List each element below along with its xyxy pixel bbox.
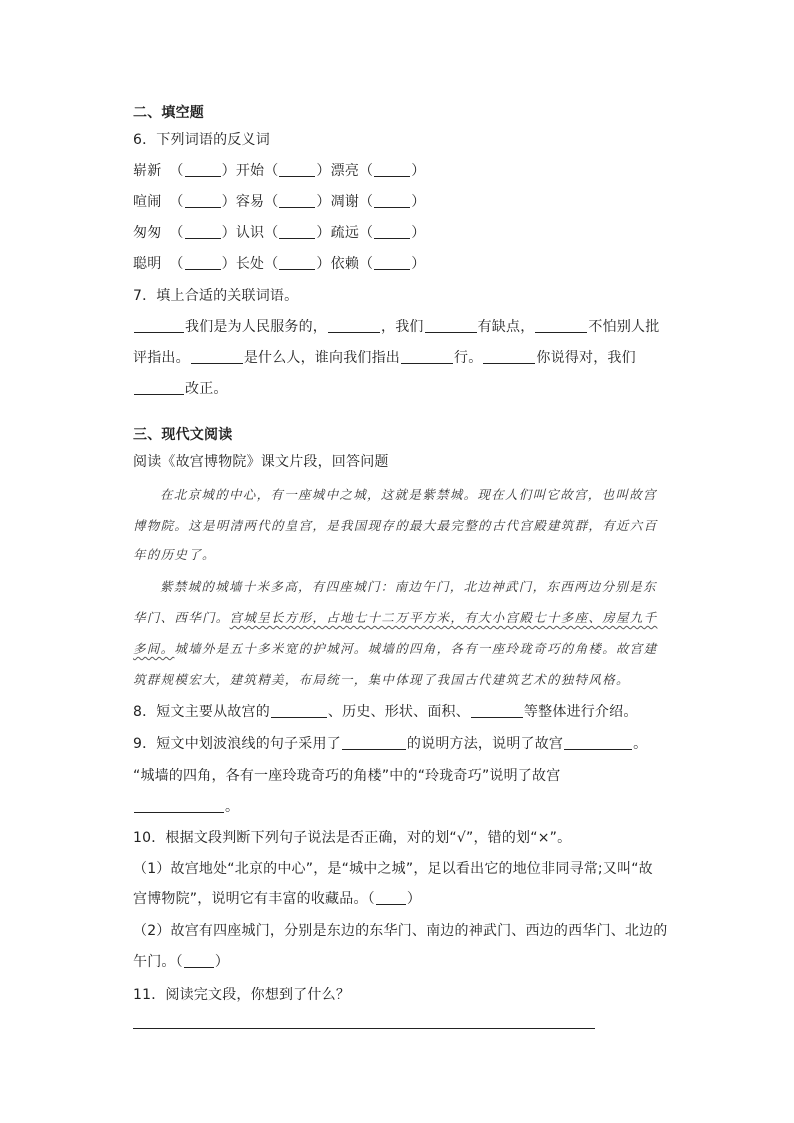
q6-answer[interactable] [264, 163, 330, 179]
q8-blank-2[interactable] [471, 703, 523, 718]
paren-close: ） [411, 225, 426, 241]
paren-close: ） [221, 225, 236, 241]
q7-text: 不怕别人批 [588, 319, 660, 335]
q9-blank-1[interactable] [342, 735, 406, 750]
q11-stem: 11．阅读完文段，你想到了什么？ [133, 987, 351, 1003]
q6-row [133, 254, 425, 274]
q6-word: 漂亮 [330, 163, 360, 179]
q7-text: 是什么人，谁向我们指出 [243, 350, 401, 366]
q8-text: 8．短文主要从故宫的 [133, 704, 270, 720]
passage-line [133, 639, 657, 659]
q7-line-3 [133, 379, 228, 399]
q10-s2-answer[interactable] [176, 954, 229, 970]
q6-row [133, 223, 425, 243]
q6-answer[interactable] [169, 194, 235, 210]
paren-open: （ [359, 194, 374, 210]
q10-blank-2[interactable] [184, 953, 214, 968]
q7-blank-4[interactable] [535, 318, 587, 333]
q7-text: 你说得对，我们 [536, 350, 636, 366]
q6-stem: 6．下列词语的反义词 [133, 132, 270, 148]
q8-text: 等整体进行介绍。 [523, 704, 638, 720]
q6-blank[interactable] [185, 162, 221, 177]
q7-blank-6[interactable] [401, 349, 453, 364]
q6-blank[interactable] [374, 193, 410, 208]
passage-text: 华门、西华门。 [133, 610, 230, 625]
q9-blank-3[interactable] [134, 798, 224, 813]
paren-open: （ [367, 891, 375, 907]
q9-text: 。 [225, 799, 240, 815]
q10-text: 午门。 [133, 954, 176, 970]
q10-s2-line-1: （2）故宫有四座城门，分别是东边的东华门、南边的神武门、西边的西华门、北边的 [133, 923, 668, 939]
q7-blank-5[interactable] [191, 349, 243, 364]
q6-answer[interactable] [264, 194, 330, 210]
q6-word: 崭新 [133, 163, 162, 179]
q6-blank[interactable] [374, 255, 410, 270]
paren-close: ） [316, 225, 331, 241]
q9-text: 9．短文中划波浪线的句子采用了 [133, 736, 341, 752]
reading-intro: 阅读《故宫博物院》课文片段，回答问题 [133, 454, 389, 470]
q10-s1-line-2 [133, 889, 421, 909]
q9-line-2: “城墙的四角，各有一座玲珑奇巧的角楼”中的“玲珑奇巧”说明了故宫 [133, 768, 561, 784]
q7-line-1 [133, 317, 659, 337]
paren-open: （ [264, 225, 279, 241]
passage-text: 城墙外是五十多米宽的护城河。城墙的四角，各有一座玲珑奇巧的角楼。故宫建 [174, 641, 658, 656]
q7-text: 行。 [454, 350, 483, 366]
paren-open: （ [169, 225, 184, 241]
q9-line-1 [133, 734, 647, 754]
passage-line: 年的历史了。 [133, 547, 216, 562]
q6-blank[interactable] [185, 224, 221, 239]
q6-blank[interactable] [185, 193, 221, 208]
paren-open: （ [169, 163, 184, 179]
q6-answer[interactable] [359, 194, 425, 210]
q9-line-3 [133, 797, 239, 817]
paren-close: ） [316, 256, 331, 272]
passage-line: 在北京城的中心，有一座城中之城，这就是紫禁城。现在人们叫它故宫，也叫故宫 [160, 487, 657, 502]
q7-text: ，我们 [381, 319, 424, 335]
q6-word: 认识 [235, 225, 265, 241]
passage-line: 筑群规模宏大，建筑精美，布局统一，集中体现了我国古代建筑艺术的独特风格。 [133, 672, 630, 687]
q10-s1-answer[interactable] [368, 891, 421, 907]
q6-answer[interactable] [359, 256, 425, 272]
paren-close: ） [411, 163, 426, 179]
section-3-title: 三、现代文阅读 [133, 427, 233, 443]
q6-answer[interactable] [169, 163, 235, 179]
paren-close: ） [316, 163, 331, 179]
q7-blank-1[interactable] [134, 318, 184, 333]
q6-row [133, 161, 425, 181]
q10-s2-line-2 [133, 952, 229, 972]
q6-answer[interactable] [264, 225, 330, 241]
paren-open: （ [169, 194, 184, 210]
q6-word: 开始 [235, 163, 265, 179]
q9-text: 。 [633, 736, 648, 752]
q7-blank-2[interactable] [328, 318, 380, 333]
q8 [133, 702, 638, 722]
paren-close: ） [221, 194, 236, 210]
q10-blank-1[interactable] [376, 890, 406, 905]
q7-stem: 7．填上合适的关联词语。 [133, 288, 299, 304]
q6-blank[interactable] [279, 162, 315, 177]
q6-blank[interactable] [279, 255, 315, 270]
q7-text: 改正。 [185, 381, 228, 397]
q6-answer[interactable] [169, 225, 235, 241]
q9-text: 的说明方法，说明了故宫 [406, 736, 564, 752]
q6-answer[interactable] [359, 163, 425, 179]
q6-answer[interactable] [359, 225, 425, 241]
q6-blank[interactable] [279, 193, 315, 208]
q6-answer[interactable] [264, 256, 330, 272]
q6-blank[interactable] [374, 162, 410, 177]
q7-blank-3[interactable] [425, 318, 477, 333]
q6-word: 喧闹 [133, 194, 162, 210]
q6-blank[interactable] [185, 255, 221, 270]
q6-blank[interactable] [374, 224, 410, 239]
wavy-underlined-sentence: 多间。 [133, 641, 175, 656]
q6-word: 依赖 [330, 256, 360, 272]
q6-word: 长处 [235, 256, 265, 272]
q6-word: 聪明 [133, 256, 162, 272]
q9-blank-2[interactable] [564, 735, 632, 750]
q6-answer[interactable] [169, 256, 235, 272]
passage-line [133, 608, 657, 628]
paren-open: （ [264, 194, 279, 210]
q7-line-2 [133, 348, 636, 368]
paren-open: （ [359, 225, 374, 241]
paren-close: ） [411, 194, 426, 210]
q6-word: 匆匆 [133, 225, 162, 241]
q8-blank-1[interactable] [271, 703, 327, 718]
paren-close: ） [316, 194, 331, 210]
paren-open: （ [264, 163, 279, 179]
paren-open: （ [359, 163, 374, 179]
q7-text: 评指出。 [133, 350, 190, 366]
q6-word: 容易 [235, 194, 265, 210]
q6-row [133, 192, 425, 212]
q6-blank[interactable] [279, 224, 315, 239]
paren-open: （ [359, 256, 374, 272]
q6-word: 凋谢 [330, 194, 360, 210]
q7-text: 我们是为人民服务的， [185, 319, 327, 335]
paren-open: （ [169, 256, 184, 272]
wavy-underlined-sentence: 宫城呈长方形，占地七十二万平方米，有大小宫殿七十多座、房屋九千 [229, 610, 658, 625]
paren-close: ） [214, 954, 230, 970]
q6-word: 疏远 [330, 225, 360, 241]
passage-line: 博物院。这是明清两代的皇宫，是我国现存的最大最完整的古代宫殿建筑群，有近六百 [133, 518, 658, 533]
paren-close: ） [406, 891, 422, 907]
q10-stem: 10．根据文段判断下列句子说法是否正确，对的划“√”，错的划“×”。 [133, 830, 572, 846]
paren-close: ） [221, 163, 236, 179]
paren-open: （ [175, 954, 183, 970]
q11-answer-line[interactable] [133, 1028, 595, 1029]
paren-open: （ [264, 256, 279, 272]
paren-close: ） [221, 256, 236, 272]
q7-blank-8[interactable] [134, 380, 184, 395]
q10-text: 宫博物院”，说明它有丰富的收藏品。 [133, 891, 368, 907]
q8-text: 、历史、形状、面积、 [327, 704, 470, 720]
q10-s1-line-1: （1）故宫地处“北京的中心”，是“城中之城”，足以看出它的地位非同寻常;又叫“故 [133, 861, 653, 877]
section-2-title: 二、填空题 [133, 105, 204, 121]
q7-text: 有缺点， [477, 319, 535, 335]
paren-close: ） [411, 256, 426, 272]
passage-line: 紫禁城的城墙十米多高，有四座城门：南边午门，北边神武门，东西两边分别是东 [160, 579, 657, 594]
q7-blank-7[interactable] [483, 349, 535, 364]
